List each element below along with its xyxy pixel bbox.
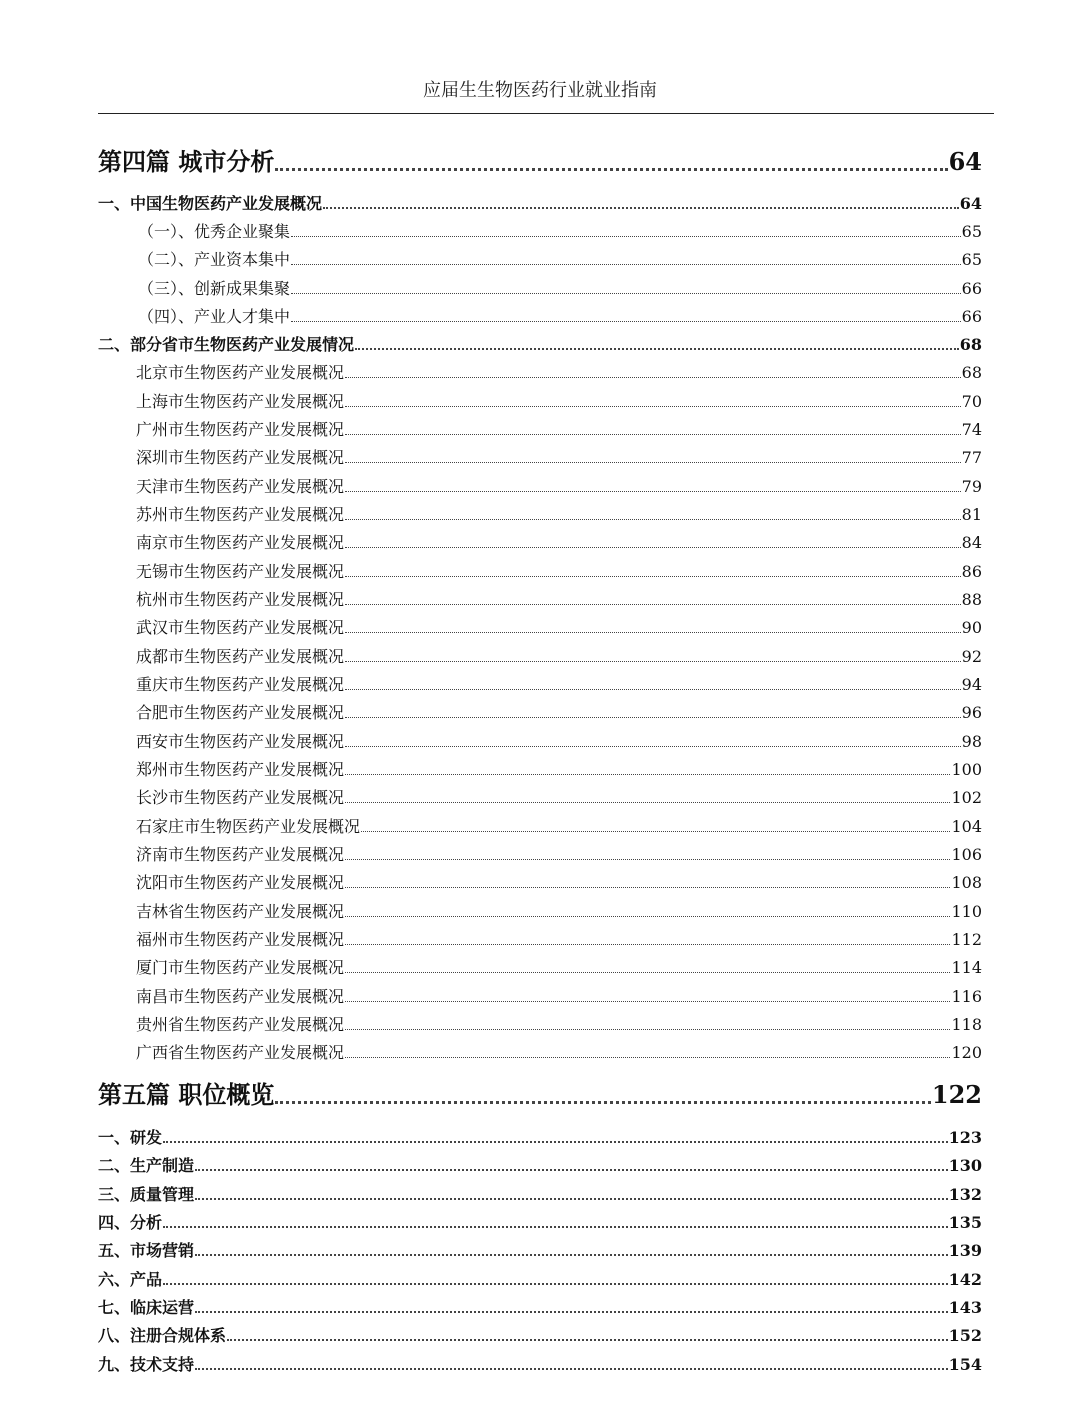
toc-entry-title: （四）、产业人才集中 xyxy=(138,307,291,326)
toc-subsection-entry[interactable] xyxy=(138,276,982,299)
toc-entry-title: 济南市生物医药产业发展概况 xyxy=(136,845,345,864)
toc-entry-title: 深圳市生物医药产业发展概况 xyxy=(136,448,345,467)
toc-section-entry[interactable] xyxy=(98,1323,982,1346)
toc-entry-title: 北京市生物医药产业发展概况 xyxy=(136,363,345,382)
toc-city-entry[interactable] xyxy=(136,587,982,610)
toc-page-number: 68 xyxy=(961,363,982,382)
toc-entry-title: 一、研发 xyxy=(98,1128,163,1147)
toc-page-number: 84 xyxy=(961,533,982,552)
toc-city-entry[interactable] xyxy=(136,445,982,468)
toc-page-number: 92 xyxy=(961,647,982,666)
toc-page-number: 64 xyxy=(959,194,982,213)
toc-subsection-entry[interactable] xyxy=(138,247,982,270)
toc-dot-leader xyxy=(345,689,961,690)
toc-entry-title: 西安市生物医药产业发展概况 xyxy=(136,732,345,751)
toc-page-number: 135 xyxy=(948,1213,982,1232)
toc-page-number: 66 xyxy=(961,279,982,298)
toc-entry-title: 天津市生物医药产业发展概况 xyxy=(136,477,345,496)
toc-city-entry[interactable] xyxy=(136,1012,982,1035)
toc-entry-title: 杭州市生物医药产业发展概况 xyxy=(136,590,345,609)
toc-entry-title: 七、临床运营 xyxy=(98,1298,195,1317)
toc-entry-title: （三）、创新成果集聚 xyxy=(138,279,291,298)
toc-entry-title: 第五篇 职位概览 xyxy=(98,1080,275,1109)
toc-page-number: 94 xyxy=(961,675,982,694)
toc-page-number: 123 xyxy=(948,1128,982,1147)
toc-entry-title: 厦门市生物医药产业发展概况 xyxy=(136,958,345,977)
toc-dot-leader xyxy=(345,972,950,973)
toc-city-entry[interactable] xyxy=(136,899,982,922)
toc-entry-title: 广西省生物医药产业发展概况 xyxy=(136,1043,345,1062)
toc-page-number: 152 xyxy=(948,1326,982,1345)
toc-city-entry[interactable] xyxy=(136,984,982,1007)
toc-section-entry[interactable] xyxy=(98,1352,982,1375)
toc-dot-leader xyxy=(345,434,961,435)
toc-dot-leader xyxy=(345,462,961,463)
toc-city-entry[interactable] xyxy=(136,644,982,667)
toc-entry-title: 五、市场营销 xyxy=(98,1241,195,1260)
toc-section-entry[interactable] xyxy=(98,1153,982,1176)
toc-dot-leader xyxy=(195,1254,948,1256)
toc-entry-title: 上海市生物医药产业发展概况 xyxy=(136,392,345,411)
toc-page-number: 112 xyxy=(951,930,982,949)
toc-page-number: 142 xyxy=(948,1270,982,1289)
toc-dot-leader xyxy=(345,746,961,747)
toc-page-number: 120 xyxy=(951,1043,982,1062)
toc-city-entry[interactable] xyxy=(136,955,982,978)
toc-city-entry[interactable] xyxy=(136,870,982,893)
toc-page-number: 154 xyxy=(948,1355,982,1374)
toc-dot-leader xyxy=(345,774,950,775)
toc-dot-leader xyxy=(195,1198,948,1200)
toc-city-entry[interactable] xyxy=(136,417,982,440)
toc-entry-title: 八、注册合规体系 xyxy=(98,1326,227,1345)
toc-section-entry[interactable] xyxy=(98,1295,982,1318)
toc-entry-title: 吉林省生物医药产业发展概况 xyxy=(136,902,345,921)
toc-entry-title: （二）、产业资本集中 xyxy=(138,250,291,269)
toc-dot-leader xyxy=(345,887,950,888)
toc-entry-title: 四、分析 xyxy=(98,1213,163,1232)
toc-dot-leader xyxy=(345,632,961,633)
toc-page-number: 100 xyxy=(951,760,982,779)
toc-entry-title: 南昌市生物医药产业发展概况 xyxy=(136,987,345,1006)
page-header-title: 应届生生物医药行业就业指南 xyxy=(423,80,657,101)
toc-city-entry[interactable] xyxy=(136,757,982,780)
toc-entry-title: 无锡市生物医药产业发展概况 xyxy=(136,562,345,581)
toc-entry-title: 六、产品 xyxy=(98,1270,163,1289)
toc-page-number: 88 xyxy=(961,590,982,609)
toc-entry-title: 石家庄市生物医药产业发展概况 xyxy=(136,817,361,836)
toc-entry-title: 沈阳市生物医药产业发展概况 xyxy=(136,873,345,892)
toc-dot-leader xyxy=(345,519,961,520)
toc-entry-title: 郑州市生物医药产业发展概况 xyxy=(136,760,345,779)
toc-page-number: 139 xyxy=(948,1241,982,1260)
toc-entry-title: 福州市生物医药产业发展概况 xyxy=(136,930,345,949)
toc-dot-leader xyxy=(345,859,950,860)
toc-page-number: 110 xyxy=(951,902,982,921)
toc-entry-title: 第四篇 城市分析 xyxy=(98,147,275,176)
toc-entry-title: 二、生产制造 xyxy=(98,1156,195,1175)
toc-entry-title: 合肥市生物医药产业发展概况 xyxy=(136,703,345,722)
toc-subsection-entry[interactable] xyxy=(138,219,982,242)
toc-entry-title: 武汉市生物医药产业发展概况 xyxy=(136,618,345,637)
toc-dot-leader xyxy=(345,377,961,378)
toc-city-entry[interactable] xyxy=(136,559,982,582)
toc-section-entry[interactable] xyxy=(98,1182,982,1205)
toc-page-number: 98 xyxy=(961,732,982,751)
toc-city-entry[interactable] xyxy=(136,842,982,865)
toc-page-number: 122 xyxy=(931,1080,982,1109)
toc-dot-leader xyxy=(227,1339,948,1341)
toc-dot-leader xyxy=(275,168,947,171)
toc-page-number: 66 xyxy=(961,307,982,326)
toc-dot-leader xyxy=(345,491,961,492)
toc-city-entry[interactable] xyxy=(136,502,982,525)
toc-dot-leader xyxy=(345,576,961,577)
toc-page-number: 79 xyxy=(961,477,982,496)
toc-city-entry[interactable] xyxy=(136,1040,982,1063)
toc-dot-leader xyxy=(163,1226,948,1228)
toc-dot-leader xyxy=(345,916,950,917)
toc-section-entry[interactable] xyxy=(98,332,982,355)
toc-dot-leader xyxy=(195,1368,948,1370)
toc-dot-leader xyxy=(361,831,950,832)
toc-dot-leader xyxy=(345,406,961,407)
toc-dot-leader xyxy=(291,321,961,322)
toc-city-entry[interactable] xyxy=(136,474,982,497)
toc-dot-leader xyxy=(345,802,950,803)
toc-page-number: 143 xyxy=(948,1298,982,1317)
toc-entry-title: 三、质量管理 xyxy=(98,1185,195,1204)
toc-entry-title: 贵州省生物医药产业发展概况 xyxy=(136,1015,345,1034)
toc-page-number: 130 xyxy=(948,1156,982,1175)
toc-dot-leader xyxy=(195,1311,948,1313)
toc-page-number: 86 xyxy=(961,562,982,581)
toc-section-entry[interactable] xyxy=(98,1267,982,1290)
toc-page-number: 70 xyxy=(961,392,982,411)
toc-dot-leader xyxy=(345,661,961,662)
toc-section-entry[interactable] xyxy=(98,1125,982,1148)
toc-page-number: 102 xyxy=(951,788,982,807)
toc-dot-leader xyxy=(163,1283,948,1285)
toc-dot-leader xyxy=(345,604,961,605)
toc-dot-leader xyxy=(345,1001,950,1002)
toc-dot-leader xyxy=(345,944,950,945)
toc-subsection-entry[interactable] xyxy=(138,304,982,327)
toc-dot-leader xyxy=(291,236,961,237)
toc-page-number: 68 xyxy=(959,335,982,354)
toc-entry-title: 一、中国生物医药产业发展概况 xyxy=(98,194,323,213)
toc-page-number: 116 xyxy=(951,987,982,1006)
toc-entry-title: 二、部分省市生物医药产业发展情况 xyxy=(98,335,355,354)
toc-page-number: 74 xyxy=(961,420,982,439)
toc-dot-leader xyxy=(291,264,961,265)
toc-city-entry[interactable] xyxy=(136,700,982,723)
toc-city-entry[interactable] xyxy=(136,615,982,638)
toc-entry-title: 南京市生物医药产业发展概况 xyxy=(136,533,345,552)
toc-page-number: 81 xyxy=(961,505,982,524)
toc-dot-leader xyxy=(345,1057,950,1058)
toc-dot-leader xyxy=(291,293,961,294)
toc-entry-title: 重庆市生物医药产业发展概况 xyxy=(136,675,345,694)
toc-page-number: 65 xyxy=(961,222,982,241)
toc-dot-leader xyxy=(345,717,961,718)
toc-section-entry[interactable] xyxy=(98,1238,982,1261)
toc-city-entry[interactable] xyxy=(136,729,982,752)
toc-entry-title: 长沙市生物医药产业发展概况 xyxy=(136,788,345,807)
toc-city-entry[interactable] xyxy=(136,927,982,950)
toc-city-entry[interactable] xyxy=(136,360,982,383)
toc-dot-leader xyxy=(345,547,961,548)
toc-page-number: 104 xyxy=(951,817,982,836)
toc-dot-leader xyxy=(345,1029,950,1030)
toc-page-number: 118 xyxy=(951,1015,982,1034)
toc-page-number: 90 xyxy=(961,618,982,637)
toc-entry-title: 成都市生物医药产业发展概况 xyxy=(136,647,345,666)
toc-page-number: 108 xyxy=(951,873,982,892)
toc-city-entry[interactable] xyxy=(136,814,982,837)
toc-dot-leader xyxy=(275,1101,931,1104)
toc-dot-leader xyxy=(323,207,959,209)
toc-city-entry[interactable] xyxy=(136,672,982,695)
toc-page-number: 64 xyxy=(948,147,982,176)
toc-entry-title: 广州市生物医药产业发展概况 xyxy=(136,420,345,439)
toc-page-number: 106 xyxy=(951,845,982,864)
toc-city-entry[interactable] xyxy=(136,530,982,553)
toc-section-entry[interactable] xyxy=(98,1210,982,1233)
toc-city-entry[interactable] xyxy=(136,389,982,412)
toc-city-entry[interactable] xyxy=(136,785,982,808)
toc-dot-leader xyxy=(163,1141,948,1143)
toc-page-number: 114 xyxy=(951,958,982,977)
toc-page-number: 77 xyxy=(961,448,982,467)
toc-dot-leader xyxy=(195,1169,948,1171)
toc-entry-title: 九、技术支持 xyxy=(98,1355,195,1374)
toc-entry-title: 苏州市生物医药产业发展概况 xyxy=(136,505,345,524)
toc-page-number: 65 xyxy=(961,250,982,269)
toc-part-entry[interactable] xyxy=(98,1075,982,1110)
toc-part-entry[interactable] xyxy=(98,142,982,177)
toc-page-number: 132 xyxy=(948,1185,982,1204)
toc-entry-title: （一）、优秀企业聚集 xyxy=(138,222,291,241)
toc-section-entry[interactable] xyxy=(98,191,982,214)
toc-dot-leader xyxy=(355,348,959,350)
toc-page-number: 96 xyxy=(961,703,982,722)
